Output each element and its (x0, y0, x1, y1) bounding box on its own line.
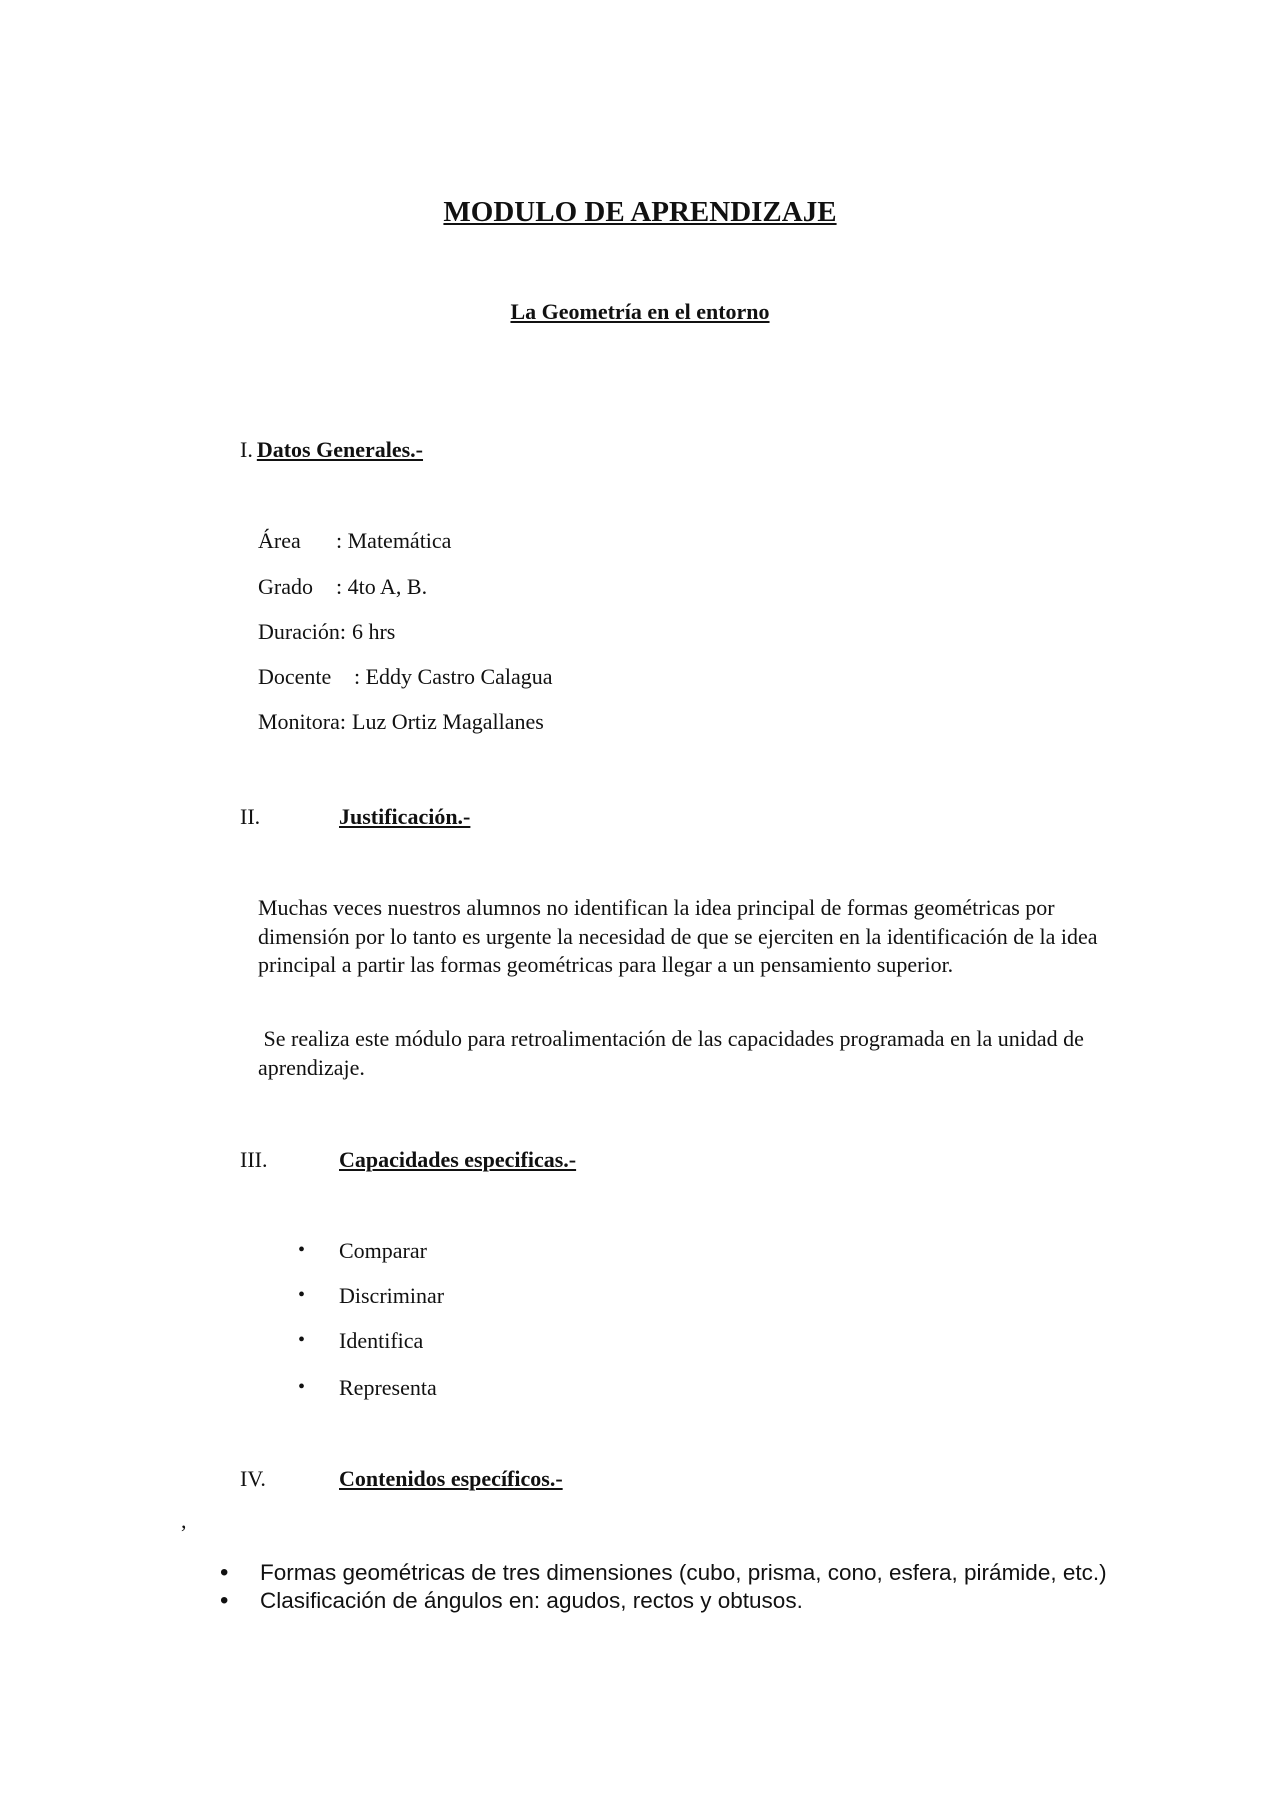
list-item (298, 1284, 305, 1307)
field-monitora (258, 709, 544, 735)
field-value: : Eddy Castro Calagua (354, 664, 553, 689)
list-item (298, 1329, 305, 1352)
list-item (220, 1560, 1140, 1586)
bullet-icon: • (220, 1587, 229, 1614)
stray-comma: , (181, 1508, 187, 1533)
field-docente (258, 664, 553, 690)
list-item-text: Comparar (339, 1238, 427, 1263)
section-title: Justificación.- (339, 804, 471, 829)
bullet-icon: • (298, 1239, 306, 1261)
field-label: Monitora: (258, 709, 346, 734)
list-item-text: Discriminar (339, 1283, 445, 1308)
bullet-icon: • (298, 1376, 306, 1398)
section-number: IV. (240, 1466, 266, 1491)
field-value: 6 hrs (351, 619, 396, 644)
document-subtitle: La Geometría en el entorno (510, 299, 770, 324)
bullet-icon: • (220, 1559, 229, 1586)
field-value: : 4to A, B. (336, 574, 428, 599)
field-area (258, 528, 451, 554)
list-item (298, 1239, 305, 1262)
field-label: Grado (258, 574, 313, 599)
field-label: Duración: (258, 619, 346, 644)
bullet-icon: • (298, 1329, 306, 1351)
list-item-text: Identifica (339, 1328, 424, 1353)
field-duracion (258, 619, 395, 645)
list-item (220, 1588, 1140, 1614)
justification-paragraph-1: Muchas veces nuestros alumnos no identifican la idea principal de formas geométricas por dimensión por lo tanto es urgente la necesidad de que se ejerciten en la identificación de la idea principal a partir las formas geométricas para llegar a un pensamiento superior. (258, 895, 1098, 977)
list-item-text: Formas geométricas de tres dimensiones (cubo, prisma, cono, esfera, pirámide, etc.) (260, 1560, 1107, 1585)
list-item (298, 1376, 305, 1399)
section-number: III. (240, 1147, 268, 1172)
field-value: : Matemática (336, 528, 452, 553)
field-label: Docente (258, 664, 332, 689)
field-grado (258, 574, 427, 600)
list-item-text: Clasificación de ángulos en: agudos, rectos y obtusos. (260, 1588, 803, 1613)
document-title: MODULO DE APRENDIZAJE (443, 196, 837, 228)
section-number: II. (240, 804, 261, 829)
field-label: Área (258, 528, 301, 553)
content-list (220, 1560, 1140, 1616)
section-title: Contenidos específicos.- (339, 1466, 563, 1491)
list-item-text: Representa (339, 1375, 437, 1400)
section-title: Capacidades especificas.- (339, 1147, 577, 1172)
justification-paragraph-2: Se realiza este módulo para retroalimentación de las capacidades programada en la unidad de aprendizaje. (258, 1026, 1090, 1080)
field-value: Luz Ortiz Magallanes (352, 709, 544, 734)
section-number: I. (240, 437, 253, 462)
bullet-icon: • (298, 1284, 306, 1306)
section-title: Datos Generales.- (256, 437, 424, 462)
section-1-heading (240, 437, 423, 463)
